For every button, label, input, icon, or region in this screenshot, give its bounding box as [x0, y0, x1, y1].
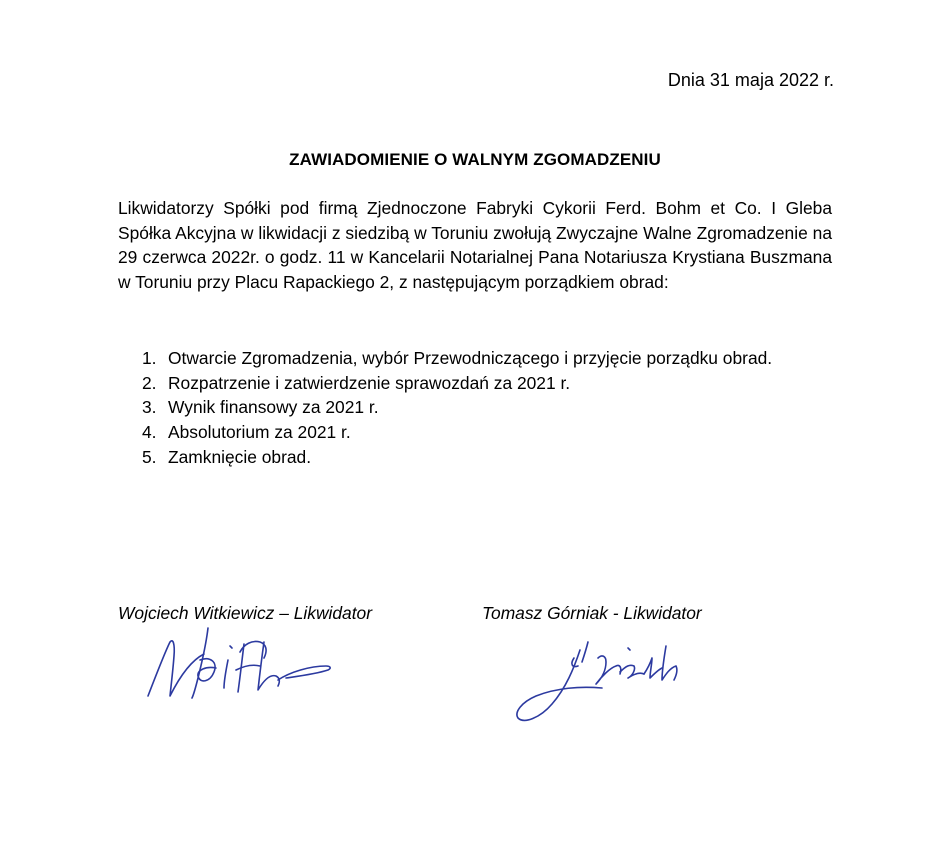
agenda-item-number: 5. [142, 446, 157, 467]
agenda-item [142, 420, 842, 445]
notice-body: Likwidatorzy Spółki pod firmą Zjednoczone Fabryki Cykorii Ferd. Bohm et Co. I Gleba Spółka Akcyjna w likwidacji z siedzibą w Toruniu zwołują Zwyczajne Walne Zgromadzenie na 29 czerwca 2022r. o godz. 11 w Kancelarii Notarialnej Pana Notariusza Krystiana Buszmana w Toruniu przy Placu Rapackiego 2, z następującym porządkiem obrad: [118, 198, 832, 293]
document-date: Dnia 31 maja 2022 r. [667, 70, 834, 90]
agenda-item-number: 4. [142, 422, 157, 443]
agenda-item-number: 2. [142, 372, 157, 393]
signature-left [140, 600, 340, 715]
agenda-item-text: Wynik finansowy za 2021 r. [168, 397, 379, 418]
agenda-item-number: 3. [142, 397, 157, 418]
agenda-item-text: Otwarcie Zgromadzenia, wybór Przewodniczącego i przyjęcie porządku obrad. [168, 348, 773, 368]
agenda-item [142, 395, 842, 420]
signature-right [510, 628, 710, 733]
document-title: ZAWIADOMIENIE O WALNYM ZGOMADZENIU [289, 150, 661, 169]
agenda-item [142, 346, 842, 371]
agenda-item-text: Absolutorium za 2021 r. [168, 422, 351, 443]
agenda-item [142, 371, 842, 396]
signatory-label-left: Wojciech Witkiewicz – Likwidator [118, 603, 373, 623]
agenda-item-number: 1. [142, 348, 157, 368]
agenda-item-text: Rozpatrzenie i zatwierdzenie sprawozdań za 2021 r. [168, 372, 571, 393]
agenda-item [142, 445, 842, 470]
agenda-list [142, 346, 842, 470]
signatory-label-right: Tomasz Górniak - Likwidator [482, 603, 702, 623]
agenda-item-text: Zamknięcie obrad. [168, 446, 312, 467]
